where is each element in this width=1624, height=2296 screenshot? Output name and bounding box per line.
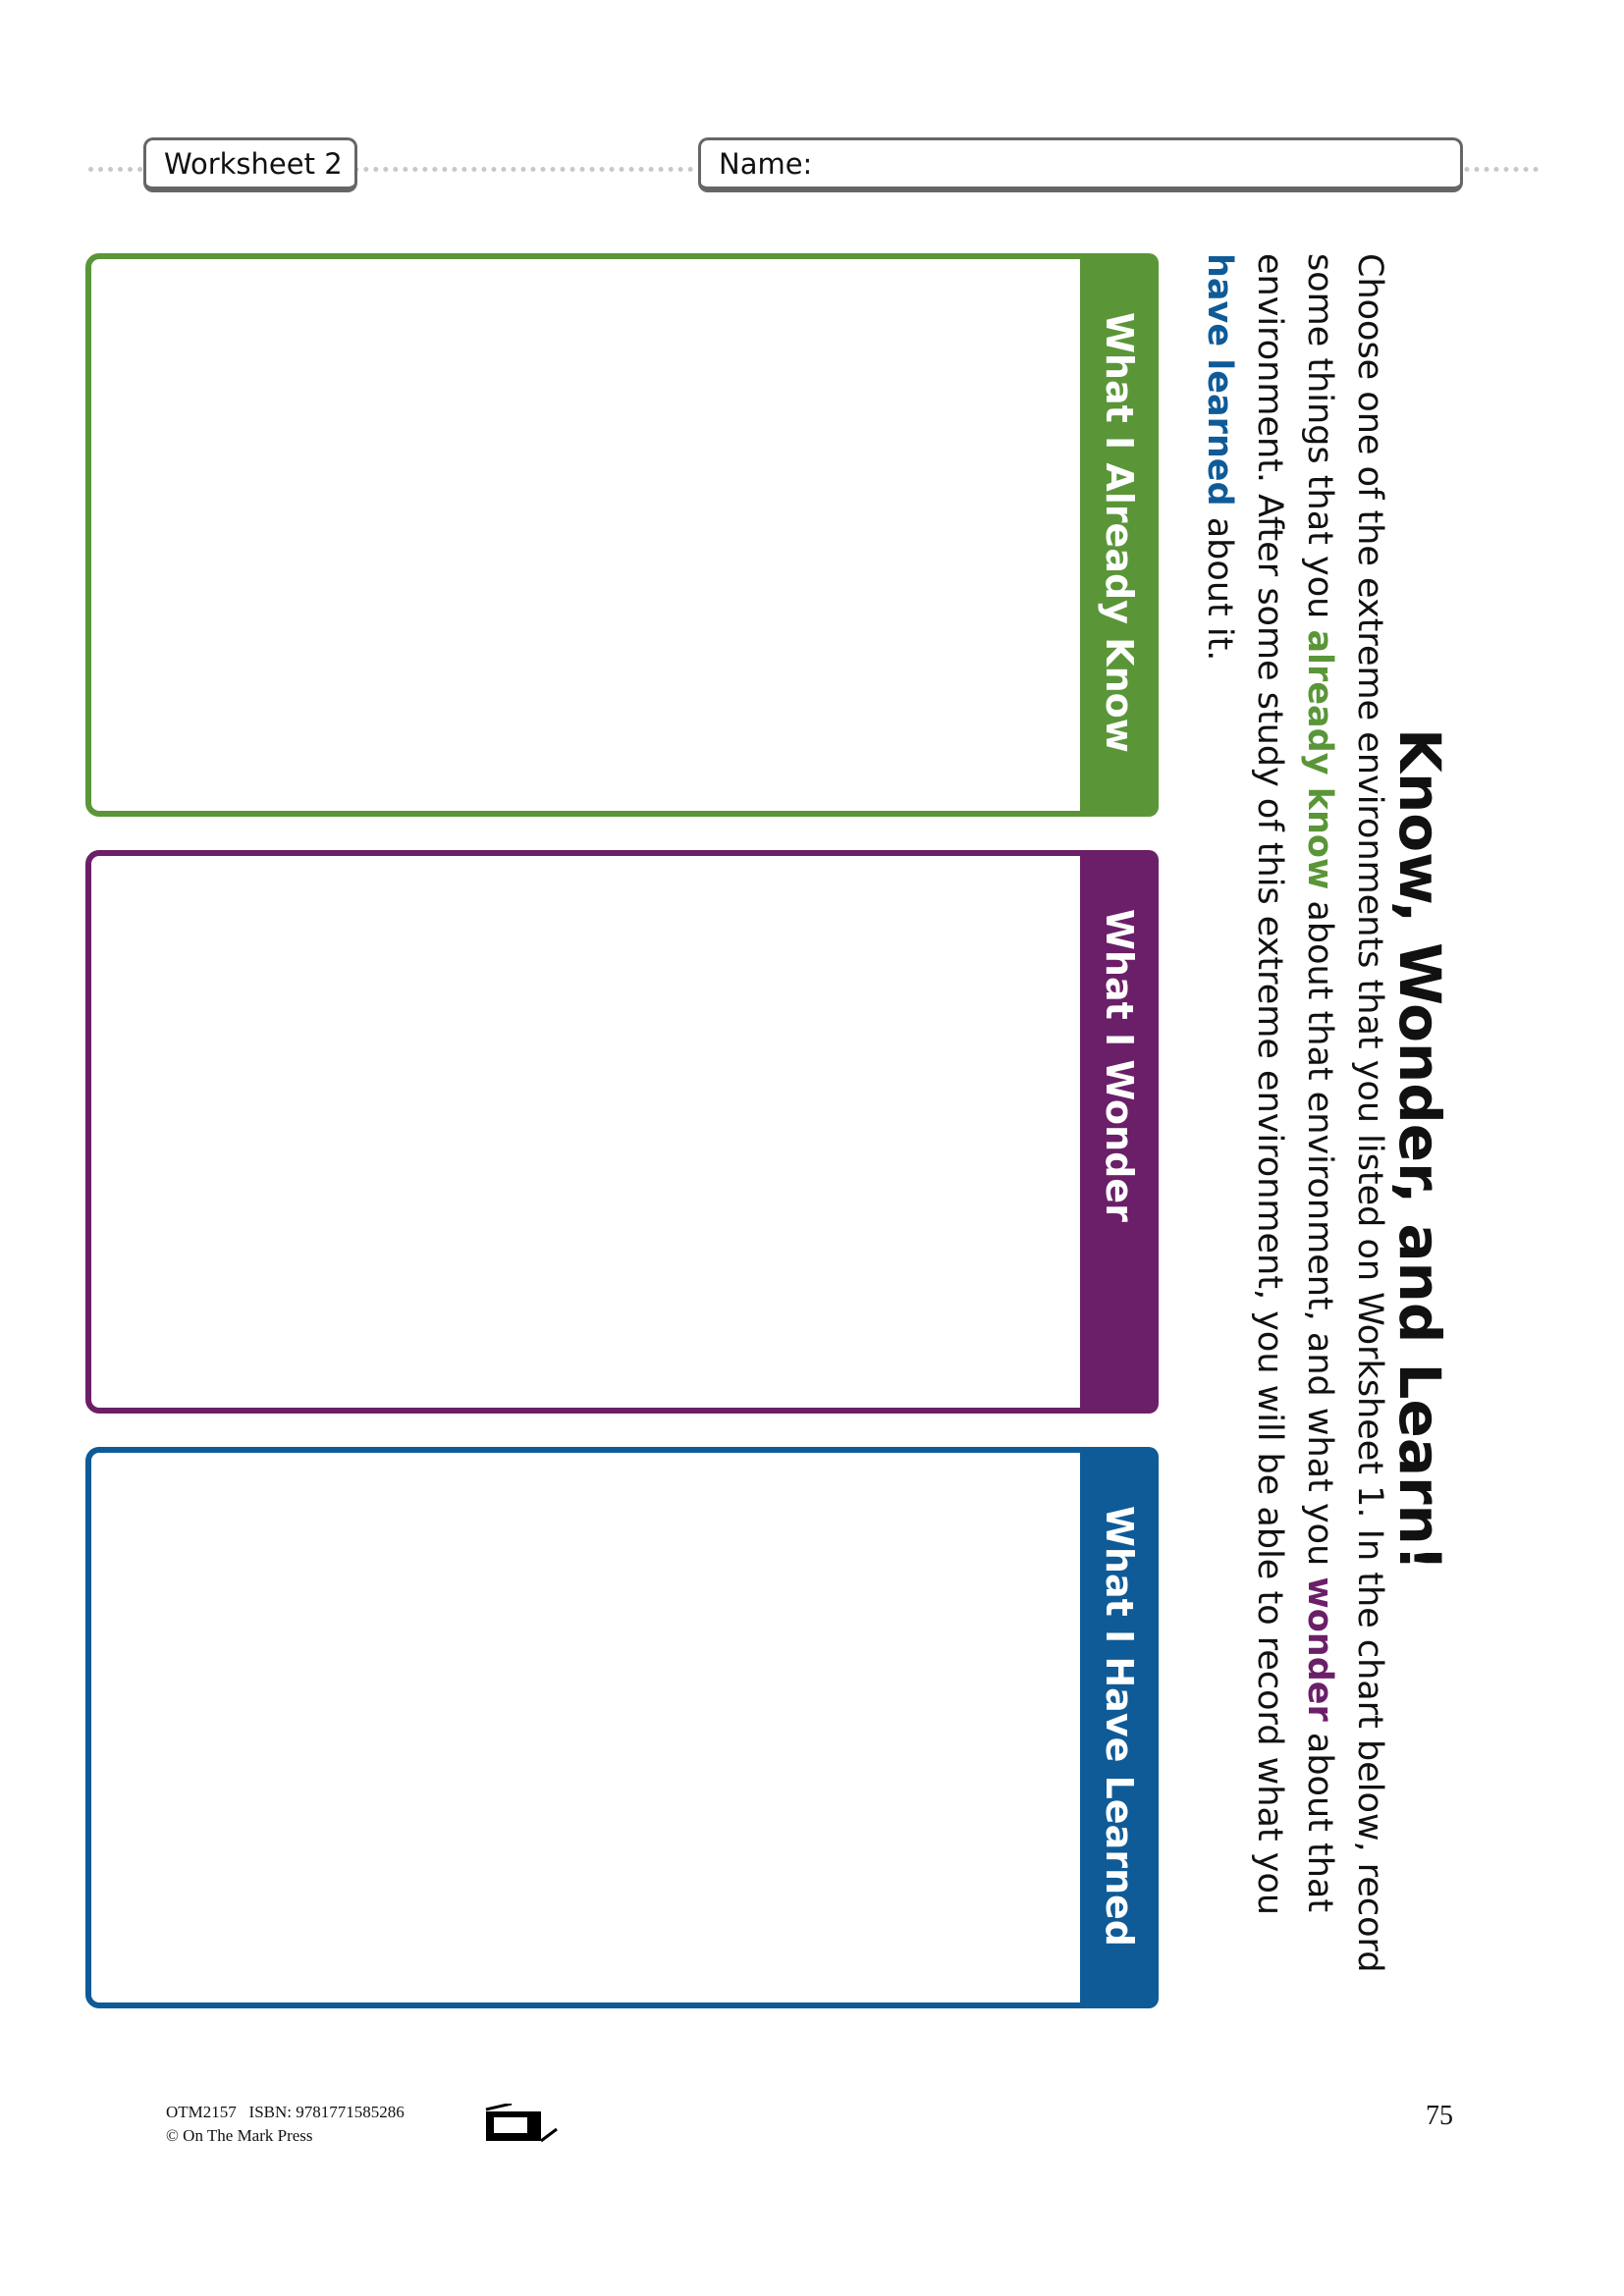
panel-label: What I Have Learned <box>1098 1506 1141 1947</box>
instructions-text: about that environment. After some study of this extreme environment, you will be able to record what you <box>1250 253 1339 1916</box>
highlight-already-know: already know <box>1300 629 1339 890</box>
panel-label: What I Wonder <box>1098 909 1141 1222</box>
worksheet-label: Worksheet 2 <box>164 146 343 181</box>
panel-tab <box>1080 253 1159 817</box>
page-number: 75 <box>1426 2101 1453 2131</box>
instructions <box>1188 253 1394 1981</box>
footer-info <box>166 2101 405 2148</box>
panel-tab <box>1080 850 1159 1414</box>
name-label: Name: <box>719 146 813 181</box>
worksheet-label-box <box>143 137 357 192</box>
panel-tab <box>1080 1447 1159 2008</box>
panel-already-know[interactable] <box>85 253 1159 817</box>
highlight-wonder: wonder <box>1300 1576 1339 1722</box>
instructions-text: Choose one of the extreme environments that you listed on Worksheet 1. In the chart below, record some things that you <box>1300 253 1389 1973</box>
copyright: © On The Mark Press <box>166 2126 313 2145</box>
name-field[interactable] <box>698 137 1463 192</box>
panel-wonder[interactable] <box>85 850 1159 1414</box>
panel-have-learned[interactable] <box>85 1447 1159 2008</box>
instructions-text: about it. <box>1200 506 1239 662</box>
isbn: ISBN: 9781771585286 <box>248 2103 405 2121</box>
product-code: OTM2157 <box>166 2103 237 2121</box>
panel-label: What I Already Know <box>1098 312 1141 753</box>
instructions-text: about that environment, and what you <box>1300 889 1339 1577</box>
publisher-logo-icon <box>484 2104 559 2145</box>
page-title: Know, Wonder, and Learn! <box>1386 728 1453 1572</box>
highlight-have-learned: have learned <box>1200 253 1239 507</box>
